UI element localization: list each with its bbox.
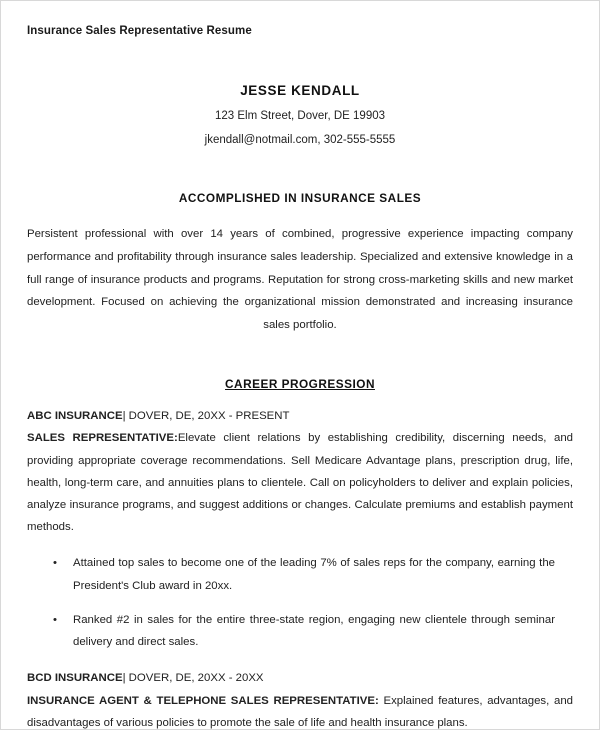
job-role-text: Elevate client relations by establishing credibility, discerning needs, and providing appropriate coverage recommendations. Sell Medicare Advantage plans, prescription drug, life, health, long-term care, and annuities plans to clientele. Call on policyholders to deliver and explain policies, analyze insurance programs, and suggest additions or changes. Calculate premiums and establish payment methods.	[27, 432, 573, 534]
candidate-name: JESSE KENDALL	[240, 83, 360, 98]
job-header	[27, 405, 573, 427]
job-description	[27, 427, 573, 538]
job-header	[27, 667, 573, 689]
document-header-title: Insurance Sales Representative Resume	[27, 25, 252, 37]
job-meta: | DOVER, DE, 20XX - PRESENT	[122, 410, 290, 423]
job-entry	[27, 667, 573, 734]
candidate-address: 123 Elm Street, Dover, DE 19903	[214, 110, 386, 122]
job-description	[27, 690, 573, 734]
job-role-title: SALES REPRESENTATIVE:	[27, 432, 178, 445]
candidate-contact: jkendall@notmail.com, 302-555-5555	[204, 134, 396, 146]
job-bullet-list	[27, 552, 573, 653]
professional-summary: Persistent professional with over 14 years of combined, progressive experience impacting company performance and profitability through insurance sales leadership. Specialized and extensive knowledge in a full range of insurance products and programs. Reputation for strong cross-marketing skills and new market development. Focused on achieving the organizational mission demonstrated and increasing insurance sales portfolio.	[27, 228, 573, 332]
resume-content	[1, 83, 599, 734]
job-company: BCD INSURANCE	[27, 672, 123, 685]
list-item: • Ranked #2 in sales for the entire three-state region, engaging new clientele through seminar delivery and direct sales.	[73, 609, 555, 653]
list-item: • Attained top sales to become one of the leading 7% of sales reps for the company, earning the President's Club award in 20xx.	[73, 552, 555, 596]
section-heading-career: CAREER PROGRESSION	[225, 377, 375, 392]
job-role-title: INSURANCE AGENT & TELEPHONE SALES REPRESENTATIVE:	[27, 694, 379, 707]
job-meta: | DOVER, DE, 20XX - 20XX	[122, 672, 264, 685]
job-role-text: Explained features, advantages, and disadvantages of various policies to promote the sale of life and health insurance plans.	[27, 694, 573, 729]
job-entry	[27, 405, 573, 653]
section-heading-accomplished: ACCOMPLISHED IN INSURANCE SALES	[178, 191, 422, 205]
job-company: ABC INSURANCE	[27, 410, 123, 423]
